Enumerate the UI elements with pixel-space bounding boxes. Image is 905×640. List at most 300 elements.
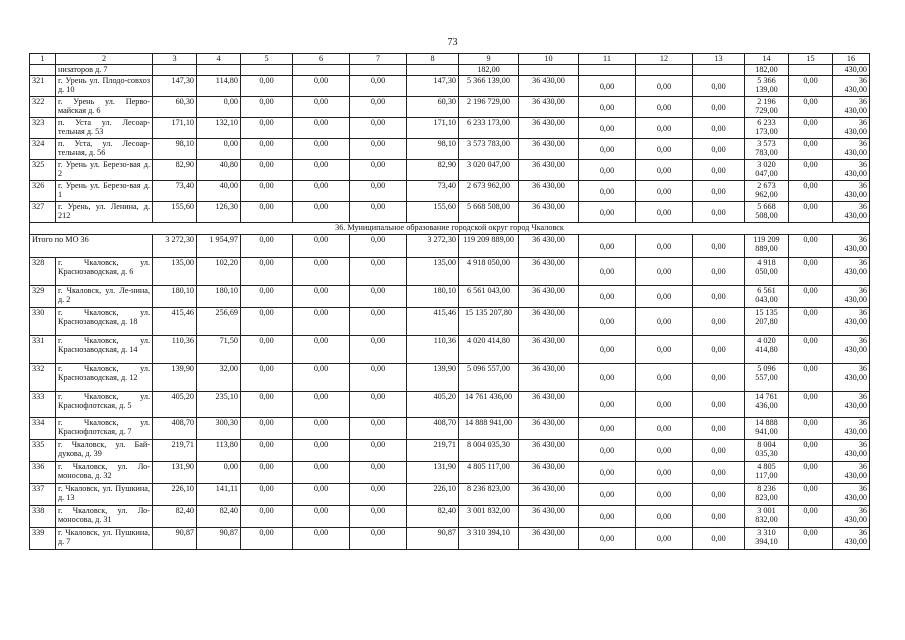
- cell-c7: 0,00: [350, 258, 407, 286]
- cell-cost: 3 573 783,00: [459, 139, 519, 160]
- cell-c12: 0,00: [636, 139, 693, 160]
- cell-c8: 98,10: [407, 139, 459, 160]
- cell-c16: 36 430,00: [833, 506, 870, 528]
- cell-c8: 135,00: [407, 258, 459, 286]
- cell-area-living: 102,20: [197, 258, 241, 286]
- column-header: 2: [56, 54, 153, 65]
- cell-c16: 36 430,00: [833, 160, 870, 181]
- table-row: [30, 76, 870, 97]
- address-cell: г. Чкаловск, ул. Краснозаводская, д. 18: [56, 308, 153, 336]
- cell-c5: 0,00: [241, 97, 293, 118]
- cell-c12: 0,00: [636, 336, 693, 364]
- cell-c3: 3 272,30: [153, 235, 197, 258]
- cell-c10: 36 430,00: [519, 308, 579, 336]
- cell-c11: 0,00: [579, 160, 636, 181]
- cell-c12: 0,00: [636, 440, 693, 462]
- cell-c6: 0,00: [293, 258, 350, 286]
- row-number: 330: [30, 308, 56, 336]
- cell-c5: 0,00: [241, 258, 293, 286]
- cell-cost: 5 668 508,00: [459, 202, 519, 223]
- cell-c11: 0,00: [579, 202, 636, 223]
- cell-area-total: 73,40: [153, 181, 197, 202]
- cell-area-total: 415,46: [153, 308, 197, 336]
- cell-c13: 0,00: [693, 235, 745, 258]
- cell-c15: 0,00: [789, 528, 833, 550]
- cell-c12: 0,00: [636, 181, 693, 202]
- cell-area-living: 0,00: [197, 97, 241, 118]
- cell-c6: 0,00: [293, 181, 350, 202]
- cell-cost: 3 310 394,10: [459, 528, 519, 550]
- cell-c6: 0,00: [293, 364, 350, 392]
- cell-c10: 36 430,00: [519, 139, 579, 160]
- cell-c16: 36 430,00: [833, 484, 870, 506]
- cell-c8: 226,10: [407, 484, 459, 506]
- cell-c16: 36 430,00: [833, 418, 870, 440]
- cell-c13: 0,00: [693, 286, 745, 308]
- cell-c16: 430,00: [833, 65, 870, 76]
- cell-c11: 0,00: [579, 506, 636, 528]
- cell-c6: 0,00: [293, 118, 350, 139]
- cell-cost: 4 020 414,80: [459, 336, 519, 364]
- cell-c6: 0,00: [293, 484, 350, 506]
- cell-c6: 0,00: [293, 286, 350, 308]
- cell-c12: 0,00: [636, 160, 693, 181]
- data-table: [29, 53, 870, 550]
- cell-c5: 0,00: [241, 440, 293, 462]
- cell-cost: 3 001 832,00: [459, 506, 519, 528]
- column-header: 4: [197, 54, 241, 65]
- address-cell: г. Урень ул. Перво-майская д. 6: [56, 97, 153, 118]
- cell-c8: 60,30: [407, 97, 459, 118]
- column-header: 11: [579, 54, 636, 65]
- cell-area-total: 110,36: [153, 336, 197, 364]
- cell-c14: 182,00: [745, 65, 789, 76]
- cell-c8: 90,87: [407, 528, 459, 550]
- cell-cost: 14 888 941,00: [459, 418, 519, 440]
- empty-cell: [579, 65, 636, 76]
- cell-c16: 36 430,00: [833, 364, 870, 392]
- row-number: 334: [30, 418, 56, 440]
- address-cell: г. Чкаловск, ул. Краснофлотская, д. 7: [56, 418, 153, 440]
- cell-cost: 4 918 050,00: [459, 258, 519, 286]
- cell-c13: 0,00: [693, 139, 745, 160]
- cell-c16: 36 430,00: [833, 440, 870, 462]
- header-row: [30, 54, 870, 65]
- cell-area-living: 180,10: [197, 286, 241, 308]
- cell-c16: 36 430,00: [833, 97, 870, 118]
- cell-c7: 0,00: [350, 76, 407, 97]
- empty-cell: [789, 65, 833, 76]
- cell-c11: 0,00: [579, 392, 636, 418]
- cell-c11: 0,00: [579, 364, 636, 392]
- row-number: 332: [30, 364, 56, 392]
- cell-c12: 0,00: [636, 76, 693, 97]
- cell-c7: 0,00: [350, 118, 407, 139]
- cell-c5: 0,00: [241, 76, 293, 97]
- table-row: [30, 308, 870, 336]
- cell-c6: 0,00: [293, 308, 350, 336]
- cell-cost-total: 5 096 557,00: [745, 364, 789, 392]
- cell-c9: 119 209 889,00: [459, 235, 519, 258]
- cell-c10: 36 430,00: [519, 462, 579, 484]
- cell-c5: 0,00: [241, 418, 293, 440]
- cell-cost-total: 6 561 043,00: [745, 286, 789, 308]
- cell-c13: 0,00: [693, 528, 745, 550]
- row-number: 326: [30, 181, 56, 202]
- cell-c10: 36 430,00: [519, 160, 579, 181]
- cell-area-total: 135,00: [153, 258, 197, 286]
- empty-cell: [241, 65, 293, 76]
- section-title: 36. Муниципальное образование городской округ город Чкаловск: [30, 223, 870, 235]
- cell-cost: 8 236 823,00: [459, 484, 519, 506]
- cell-c7: 0,00: [350, 506, 407, 528]
- cell-c12: 0,00: [636, 235, 693, 258]
- table-row: [30, 440, 870, 462]
- cell-cost: 2 673 962,00: [459, 181, 519, 202]
- cell-c10: 36 430,00: [519, 118, 579, 139]
- row-number: 338: [30, 506, 56, 528]
- cell-c11: 0,00: [579, 76, 636, 97]
- column-header: 7: [350, 54, 407, 65]
- row-number: 321: [30, 76, 56, 97]
- cell-area-total: 405,20: [153, 392, 197, 418]
- cell-cost: 14 761 436,00: [459, 392, 519, 418]
- cell-c15: 0,00: [789, 484, 833, 506]
- cell-area-total: 131,90: [153, 462, 197, 484]
- cell-c6: 0,00: [293, 235, 350, 258]
- cell-area-living: 0,00: [197, 462, 241, 484]
- cell-c15: 0,00: [789, 286, 833, 308]
- cell-c8: 73,40: [407, 181, 459, 202]
- table-row: [30, 462, 870, 484]
- address-cell: г. Чкаловск, ул. Пушкина, д. 7: [56, 528, 153, 550]
- cell-cost-total: 15 135 207,80: [745, 308, 789, 336]
- empty-cell: [407, 65, 459, 76]
- cell-c16: 36 430,00: [833, 76, 870, 97]
- row-number: 336: [30, 462, 56, 484]
- cell-c9: 182,00: [459, 65, 519, 76]
- cell-c6: 0,00: [293, 462, 350, 484]
- cell-cost-total: 4 918 050,00: [745, 258, 789, 286]
- cell-c13: 0,00: [693, 118, 745, 139]
- cell-cost-total: 3 310 394,10: [745, 528, 789, 550]
- cell-c16: 36 430,00: [833, 139, 870, 160]
- table-row: [30, 97, 870, 118]
- cell-c15: 0,00: [789, 160, 833, 181]
- cell-c16: 36 430,00: [833, 392, 870, 418]
- cell-area-total: 98,10: [153, 139, 197, 160]
- cell-c16: 36 430,00: [833, 286, 870, 308]
- cell-area-total: 139,90: [153, 364, 197, 392]
- cell-c5: 0,00: [241, 286, 293, 308]
- cell-cost-total: 14 761 436,00: [745, 392, 789, 418]
- cell-cost-total: 6 233 173,00: [745, 118, 789, 139]
- cell-c15: 0,00: [789, 97, 833, 118]
- address-cell: г. Чкаловск, ул. Ло-моносова, д. 32: [56, 462, 153, 484]
- table-row: [30, 118, 870, 139]
- cell-c10: 36 430,00: [519, 506, 579, 528]
- cell-c5: 0,00: [241, 181, 293, 202]
- cell-cost-total: 2 196 729,00: [745, 97, 789, 118]
- cell-area-living: 71,50: [197, 336, 241, 364]
- cell-c5: 0,00: [241, 392, 293, 418]
- cell-c6: 0,00: [293, 76, 350, 97]
- column-header: 3: [153, 54, 197, 65]
- row-number: 327: [30, 202, 56, 223]
- cell-c16: 36 430,00: [833, 308, 870, 336]
- cell-area-living: 32,00: [197, 364, 241, 392]
- cell-c13: 0,00: [693, 76, 745, 97]
- cell-c11: 0,00: [579, 286, 636, 308]
- cell-c16: 36 430,00: [833, 118, 870, 139]
- row-number: 331: [30, 336, 56, 364]
- cell-area-living: 141,11: [197, 484, 241, 506]
- empty-cell: [293, 65, 350, 76]
- column-header: 8: [407, 54, 459, 65]
- cell-c8: 82,40: [407, 506, 459, 528]
- table-row: [30, 286, 870, 308]
- cell-c13: 0,00: [693, 160, 745, 181]
- address-cell: г. Урень ул. Плодо-совхоз д. 10: [56, 76, 153, 97]
- cell-cost: 8 004 035,30: [459, 440, 519, 462]
- column-header: 5: [241, 54, 293, 65]
- table-row: [30, 202, 870, 223]
- cell-c8: 171,10: [407, 118, 459, 139]
- cell-c7: 0,00: [350, 484, 407, 506]
- cell-cost: 5 096 557,00: [459, 364, 519, 392]
- cell-c8: 155,60: [407, 202, 459, 223]
- cell-area-living: 82,40: [197, 506, 241, 528]
- cell-c7: 0,00: [350, 418, 407, 440]
- address-cell: г. Урень, ул. Ленина, д. 212: [56, 202, 153, 223]
- cell-cost: 3 020 047,00: [459, 160, 519, 181]
- cell-c7: 0,00: [350, 392, 407, 418]
- cell-c15: 0,00: [789, 258, 833, 286]
- table-row: [30, 506, 870, 528]
- cell-c15: 0,00: [789, 118, 833, 139]
- address-cell: г. Чкаловск, ул. Бай-дукова, д. 39: [56, 440, 153, 462]
- table-row: [30, 258, 870, 286]
- cell-c15: 0,00: [789, 235, 833, 258]
- cell-c6: 0,00: [293, 440, 350, 462]
- cell-c10: 36 430,00: [519, 364, 579, 392]
- address-cell: г. Чкаловск, ул. Краснозаводская, д. 12: [56, 364, 153, 392]
- cell-c8: 82,90: [407, 160, 459, 181]
- cell-cost-total: 4 805 117,00: [745, 462, 789, 484]
- cell-c10: 36 430,00: [519, 392, 579, 418]
- cell-area-total: 82,40: [153, 506, 197, 528]
- column-header: 12: [636, 54, 693, 65]
- cell-c6: 0,00: [293, 506, 350, 528]
- cell-c15: 0,00: [789, 506, 833, 528]
- table-row: [30, 528, 870, 550]
- cell-area-living: 90,87: [197, 528, 241, 550]
- cell-c6: 0,00: [293, 418, 350, 440]
- cell-area-living: 40,80: [197, 160, 241, 181]
- column-header: 13: [693, 54, 745, 65]
- table-row: [30, 392, 870, 418]
- cell-area-living: 300,30: [197, 418, 241, 440]
- cell-area-total: 219,71: [153, 440, 197, 462]
- cell-cost-total: 14 888 941,00: [745, 418, 789, 440]
- cell-cost: 6 561 043,00: [459, 286, 519, 308]
- cell-c7: 0,00: [350, 462, 407, 484]
- cell-c11: 0,00: [579, 336, 636, 364]
- cell-cost: 2 196 729,00: [459, 97, 519, 118]
- cell-area-living: 114,80: [197, 76, 241, 97]
- cell-cost-total: 3 001 832,00: [745, 506, 789, 528]
- cell-area-living: 235,10: [197, 392, 241, 418]
- cell-c8: 131,90: [407, 462, 459, 484]
- cell-cost-total: 8 236 823,00: [745, 484, 789, 506]
- row-number: 329: [30, 286, 56, 308]
- cell-c15: 0,00: [789, 202, 833, 223]
- cell-area-total: 155,60: [153, 202, 197, 223]
- column-header: 16: [833, 54, 870, 65]
- cell-area-total: 408,70: [153, 418, 197, 440]
- column-header: 6: [293, 54, 350, 65]
- cell-c8: 110,36: [407, 336, 459, 364]
- address-cell: г. Чкаловск, ул. Краснозаводская, д. 6: [56, 258, 153, 286]
- empty-cell: [519, 65, 579, 76]
- cell-c13: 0,00: [693, 308, 745, 336]
- cell-area-total: 226,10: [153, 484, 197, 506]
- cell-c10: 36 430,00: [519, 484, 579, 506]
- cell-c13: 0,00: [693, 336, 745, 364]
- cell-c5: 0,00: [241, 160, 293, 181]
- empty-cell: [693, 65, 745, 76]
- cell-c7: 0,00: [350, 336, 407, 364]
- cell-c13: 0,00: [693, 484, 745, 506]
- cell-c5: 0,00: [241, 364, 293, 392]
- cell-c11: 0,00: [579, 418, 636, 440]
- cell-c12: 0,00: [636, 506, 693, 528]
- cell-area-living: 256,69: [197, 308, 241, 336]
- row-number: 328: [30, 258, 56, 286]
- cell-c10: 36 430,00: [519, 258, 579, 286]
- cell-c5: 0,00: [241, 202, 293, 223]
- row-number: 325: [30, 160, 56, 181]
- empty-cell: [30, 65, 56, 76]
- table-row: [30, 364, 870, 392]
- empty-cell: [197, 65, 241, 76]
- column-header: 1: [30, 54, 56, 65]
- cell-c6: 0,00: [293, 392, 350, 418]
- cell-c7: 0,00: [350, 235, 407, 258]
- table-row: [30, 484, 870, 506]
- cell-c14: 119 209 889,00: [745, 235, 789, 258]
- empty-cell: [636, 65, 693, 76]
- cell-c15: 0,00: [789, 181, 833, 202]
- cell-c12: 0,00: [636, 118, 693, 139]
- cell-c8: 139,90: [407, 364, 459, 392]
- address-cell: г. Урень ул. Березо-вая д. 2: [56, 160, 153, 181]
- cell-c8: 219,71: [407, 440, 459, 462]
- cell-area-living: 126,30: [197, 202, 241, 223]
- row-number: 339: [30, 528, 56, 550]
- cell-c7: 0,00: [350, 202, 407, 223]
- row-number: 324: [30, 139, 56, 160]
- cell-c10: 36 430,00: [519, 440, 579, 462]
- table-row: [30, 160, 870, 181]
- cell-cost-total: 5 668 508,00: [745, 202, 789, 223]
- cell-c5: 0,00: [241, 118, 293, 139]
- cell-c5: 0,00: [241, 308, 293, 336]
- cell-c10: 36 430,00: [519, 181, 579, 202]
- cell-c11: 0,00: [579, 118, 636, 139]
- cell-c4: 1 954,97: [197, 235, 241, 258]
- cell-c5: 0,00: [241, 484, 293, 506]
- cell-cost: 5 366 139,00: [459, 76, 519, 97]
- cell-c13: 0,00: [693, 97, 745, 118]
- cell-c13: 0,00: [693, 392, 745, 418]
- cell-c8: 405,20: [407, 392, 459, 418]
- table-row: [30, 65, 870, 76]
- cell-area-total: 82,90: [153, 160, 197, 181]
- cell-c15: 0,00: [789, 392, 833, 418]
- cell-c13: 0,00: [693, 181, 745, 202]
- address-cell: г. Урень ул. Березо-вая д. 1: [56, 181, 153, 202]
- cell-c6: 0,00: [293, 160, 350, 181]
- cell-c12: 0,00: [636, 308, 693, 336]
- cell-c12: 0,00: [636, 418, 693, 440]
- cell-c16: 36 430,00: [833, 181, 870, 202]
- column-header: 9: [459, 54, 519, 65]
- cell-c5: 0,00: [241, 462, 293, 484]
- cell-c7: 0,00: [350, 97, 407, 118]
- cell-c5: 0,00: [241, 506, 293, 528]
- cell-c11: 0,00: [579, 462, 636, 484]
- cell-c10: 36 430,00: [519, 97, 579, 118]
- cell-cost-total: 4 020 414,80: [745, 336, 789, 364]
- cell-area-total: 60,30: [153, 97, 197, 118]
- cell-c7: 0,00: [350, 308, 407, 336]
- column-header: 15: [789, 54, 833, 65]
- cell-c11: 0,00: [579, 440, 636, 462]
- cell-c12: 0,00: [636, 484, 693, 506]
- cell-c15: 0,00: [789, 336, 833, 364]
- row-number: 337: [30, 484, 56, 506]
- cell-c8: 415,46: [407, 308, 459, 336]
- cell-c16: 36 430,00: [833, 202, 870, 223]
- cell-c5: 0,00: [241, 139, 293, 160]
- cell-c12: 0,00: [636, 462, 693, 484]
- cell-c12: 0,00: [636, 392, 693, 418]
- cell-c12: 0,00: [636, 97, 693, 118]
- cell-c6: 0,00: [293, 139, 350, 160]
- address-cell: г. Чкаловск, ул. Краснозаводская, д. 14: [56, 336, 153, 364]
- cell-cost-total: 8 004 035,30: [745, 440, 789, 462]
- cell-c6: 0,00: [293, 202, 350, 223]
- cell-c16: 36 430,00: [833, 258, 870, 286]
- cell-cost-total: 3 020 047,00: [745, 160, 789, 181]
- cell-c15: 0,00: [789, 462, 833, 484]
- cell-addr: низаторов д. 7: [56, 65, 153, 76]
- address-cell: г. Чкаловск, ул. Краснофлотская, д. 5: [56, 392, 153, 418]
- cell-c11: 0,00: [579, 528, 636, 550]
- cell-c11: 0,00: [579, 181, 636, 202]
- address-cell: п. Уста ул. Лесоар-тельная д. 53: [56, 118, 153, 139]
- cell-cost: 6 233 173,00: [459, 118, 519, 139]
- cell-area-total: 180,10: [153, 286, 197, 308]
- cell-c8: 147,30: [407, 76, 459, 97]
- cell-c10: 36 430,00: [519, 286, 579, 308]
- total-row: [30, 235, 870, 258]
- cell-c7: 0,00: [350, 364, 407, 392]
- address-cell: г. Чкаловск, ул. Ле-нина, д. 2: [56, 286, 153, 308]
- page-number: 73: [447, 37, 458, 48]
- cell-c16: 36 430,00: [833, 336, 870, 364]
